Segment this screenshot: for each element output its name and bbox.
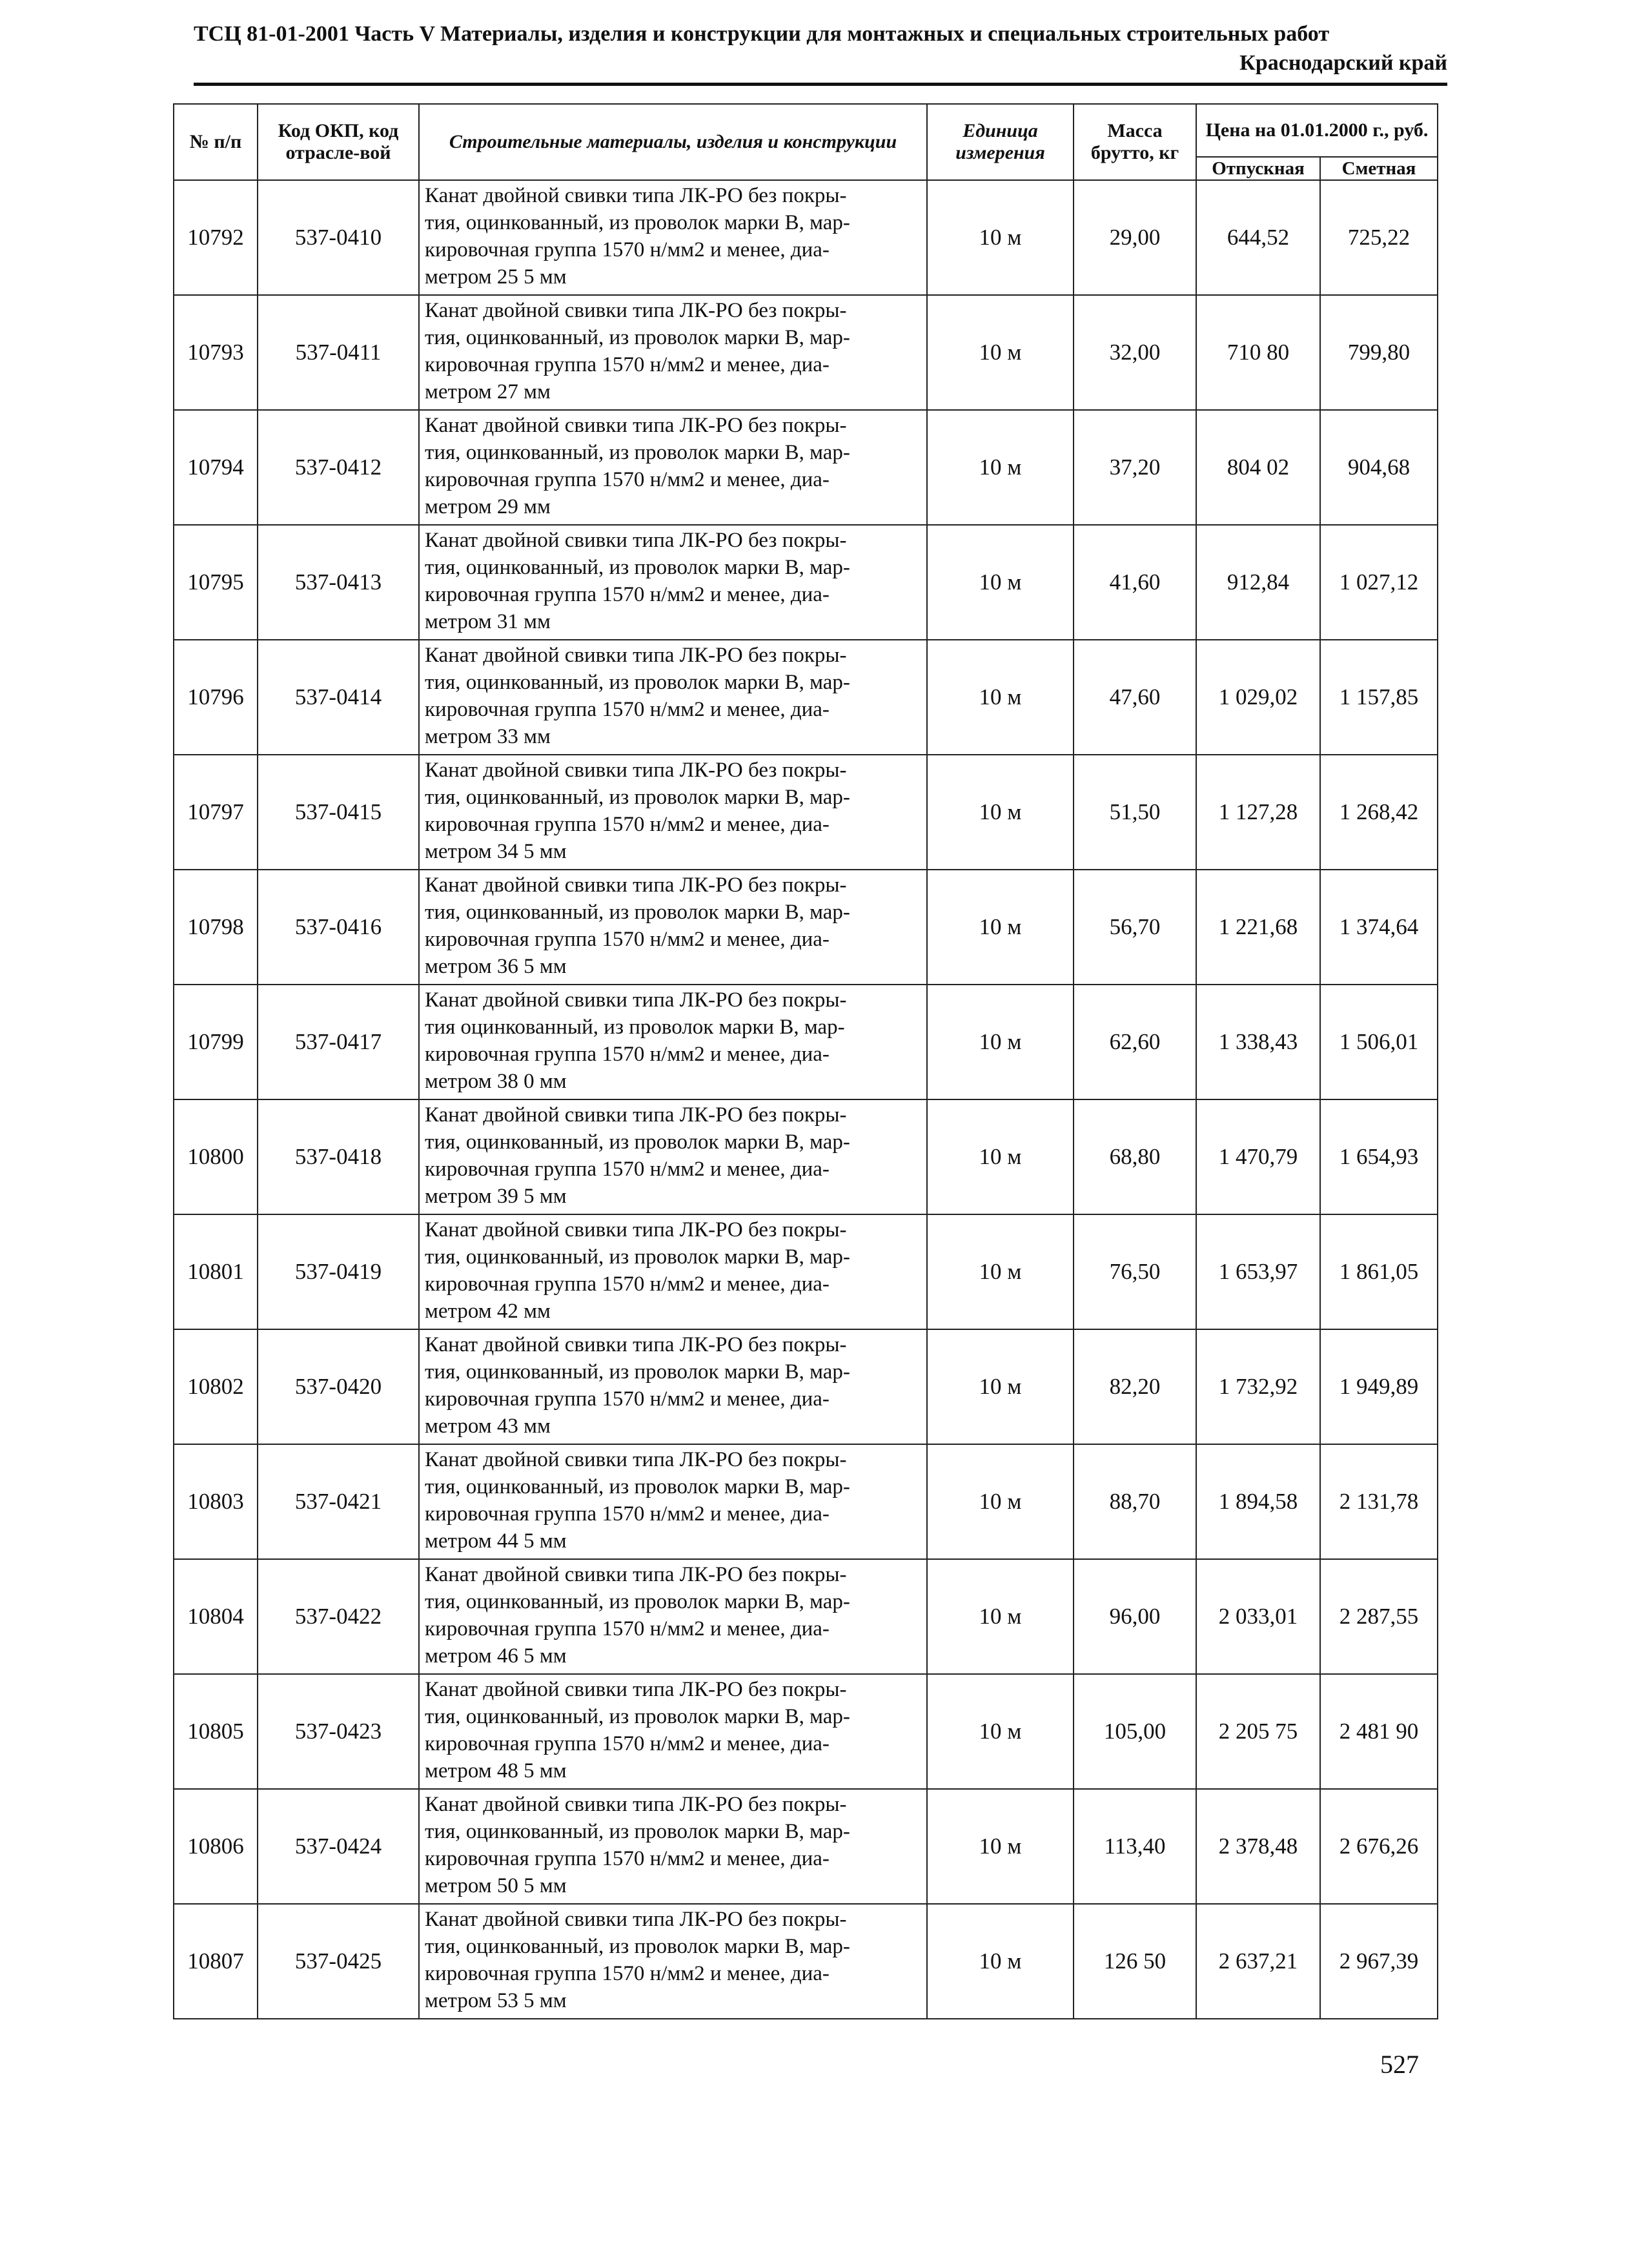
cell-unit: 10 м	[927, 1674, 1074, 1789]
cell-estimate-price: 904,68	[1320, 410, 1438, 525]
cell-release-price: 1 127,28	[1196, 755, 1320, 870]
cell-mass: 37,20	[1074, 410, 1196, 525]
cell-estimate-price: 2 481 90	[1320, 1674, 1438, 1789]
cell-mass: 126 50	[1074, 1904, 1196, 2019]
cell-description: Канат двойной свивки типа ЛК-РО без покры- тия оцинкованный, из проволок марки В, мар- кировочная группа 1570 н/мм2 и менее, диа- метром 38 0 мм	[419, 985, 927, 1099]
cell-unit: 10 м	[927, 1099, 1074, 1214]
table-row	[174, 295, 1438, 410]
cell-estimate-price: 1 861,05	[1320, 1214, 1438, 1329]
cell-mass: 76,50	[1074, 1214, 1196, 1329]
cell-code: 537-0423	[258, 1674, 419, 1789]
cell-estimate-price: 2 676,26	[1320, 1789, 1438, 1904]
cell-unit: 10 м	[927, 1789, 1074, 1904]
cell-description: Канат двойной свивки типа ЛК-РО без покры- тия, оцинкованный, из проволок марки В, мар- кировочная группа 1570 н/мм2 и менее, диа- метром 46 5 мм	[419, 1559, 927, 1674]
table-row	[174, 1904, 1438, 2019]
column-header-release-price: Отпускная	[1196, 157, 1320, 180]
cell-release-price: 912,84	[1196, 525, 1320, 640]
cell-release-price: 1 029,02	[1196, 640, 1320, 755]
column-header-mass: Масса брутто, кг	[1074, 104, 1196, 180]
cell-code: 537-0421	[258, 1444, 419, 1559]
cell-description: Канат двойной свивки типа ЛК-РО без покры- тия, оцинкованный, из проволок марки В, мар- кировочная группа 1570 н/мм2 и менее, диа- метром 31 мм	[419, 525, 927, 640]
cell-release-price: 2 637,21	[1196, 1904, 1320, 2019]
cell-mass: 113,40	[1074, 1789, 1196, 1904]
cell-mass: 56,70	[1074, 870, 1196, 985]
cell-description: Канат двойной свивки типа ЛК-РО без покры- тия, оцинкованный, из проволок марки В, мар- кировочная группа 1570 н/мм2 и менее, диа- метром 53 5 мм	[419, 1904, 927, 2019]
table-row	[174, 985, 1438, 1099]
cell-num: 10807	[174, 1904, 258, 2019]
cell-estimate-price: 1 157,85	[1320, 640, 1438, 755]
cell-num: 10792	[174, 180, 258, 295]
cell-release-price: 1 732,92	[1196, 1329, 1320, 1444]
table-row	[174, 1789, 1438, 1904]
cell-description: Канат двойной свивки типа ЛК-РО без покры- тия, оцинкованный, из проволок марки В, мар- кировочная группа 1570 н/мм2 и менее, диа- метром 50 5 мм	[419, 1789, 927, 1904]
cell-description: Канат двойной свивки типа ЛК-РО без покры- тия, оцинкованный, из проволок марки В, мар- кировочная группа 1570 н/мм2 и менее, диа- метром 48 5 мм	[419, 1674, 927, 1789]
table-row	[174, 640, 1438, 755]
cell-description: Канат двойной свивки типа ЛК-РО без покры- тия, оцинкованный, из проволок марки В, мар- кировочная группа 1570 н/мм2 и менее, диа- метром 36 5 мм	[419, 870, 927, 985]
cell-unit: 10 м	[927, 180, 1074, 295]
cell-release-price: 1 470,79	[1196, 1099, 1320, 1214]
cell-description: Канат двойной свивки типа ЛК-РО без покры- тия, оцинкованный, из проволок марки В, мар- кировочная группа 1570 н/мм2 и менее, диа- метром 44 5 мм	[419, 1444, 927, 1559]
cell-num: 10803	[174, 1444, 258, 1559]
column-header-code: Код ОКП, код отрасле-вой	[258, 104, 419, 180]
cell-code: 537-0416	[258, 870, 419, 985]
table-row	[174, 1559, 1438, 1674]
cell-num: 10804	[174, 1559, 258, 1674]
cell-num: 10795	[174, 525, 258, 640]
cell-num: 10800	[174, 1099, 258, 1214]
cell-unit: 10 м	[927, 410, 1074, 525]
cell-description: Канат двойной свивки типа ЛК-РО без покры- тия, оцинкованный, из проволок марки В, мар- кировочная группа 1570 н/мм2 и менее, диа- метром 34 5 мм	[419, 755, 927, 870]
cell-unit: 10 м	[927, 525, 1074, 640]
cell-num: 10794	[174, 410, 258, 525]
cell-code: 537-0418	[258, 1099, 419, 1214]
cell-unit: 10 м	[927, 295, 1074, 410]
region-name: Краснодарский край	[1239, 51, 1447, 75]
cell-release-price: 1 653,97	[1196, 1214, 1320, 1329]
cell-num: 10805	[174, 1674, 258, 1789]
cell-mass: 51,50	[1074, 755, 1196, 870]
column-header-price-group: Цена на 01.01.2000 г., руб.	[1196, 104, 1438, 157]
cell-unit: 10 м	[927, 870, 1074, 985]
cell-unit: 10 м	[927, 755, 1074, 870]
cell-unit: 10 м	[927, 640, 1074, 755]
cell-release-price: 1 894,58	[1196, 1444, 1320, 1559]
page-header	[194, 19, 1447, 86]
column-header-num: № п/п	[174, 104, 258, 180]
cell-num: 10806	[174, 1789, 258, 1904]
cell-code: 537-0417	[258, 985, 419, 1099]
column-header-name: Строительные материалы, изделия и конструкции	[419, 104, 927, 180]
cell-description: Канат двойной свивки типа ЛК-РО без покры- тия, оцинкованный, из проволок марки В, мар- кировочная группа 1570 н/мм2 и менее, диа- метром 39 5 мм	[419, 1099, 927, 1214]
cell-estimate-price: 1 654,93	[1320, 1099, 1438, 1214]
cell-mass: 32,00	[1074, 295, 1196, 410]
cell-release-price: 2 378,48	[1196, 1789, 1320, 1904]
cell-estimate-price: 2 131,78	[1320, 1444, 1438, 1559]
cell-release-price: 2 033,01	[1196, 1559, 1320, 1674]
table-row	[174, 870, 1438, 985]
cell-description: Канат двойной свивки типа ЛК-РО без покры- тия, оцинкованный, из проволок марки В, мар- кировочная группа 1570 н/мм2 и менее, диа- метром 27 мм	[419, 295, 927, 410]
cell-mass: 88,70	[1074, 1444, 1196, 1559]
cell-mass: 41,60	[1074, 525, 1196, 640]
cell-release-price: 710 80	[1196, 295, 1320, 410]
table-row	[174, 1674, 1438, 1789]
cell-release-price: 644,52	[1196, 180, 1320, 295]
table-body	[174, 180, 1438, 2019]
table-row	[174, 1444, 1438, 1559]
table-row	[174, 755, 1438, 870]
cell-unit: 10 м	[927, 1559, 1074, 1674]
cell-unit: 10 м	[927, 985, 1074, 1099]
cell-code: 537-0414	[258, 640, 419, 755]
cell-mass: 82,20	[1074, 1329, 1196, 1444]
cell-release-price: 1 221,68	[1196, 870, 1320, 985]
cell-mass: 47,60	[1074, 640, 1196, 755]
column-header-estimate-price: Сметная	[1320, 157, 1438, 180]
cell-code: 537-0413	[258, 525, 419, 640]
cell-mass: 29,00	[1074, 180, 1196, 295]
cell-unit: 10 м	[927, 1444, 1074, 1559]
cell-estimate-price: 1 027,12	[1320, 525, 1438, 640]
cell-code: 537-0425	[258, 1904, 419, 2019]
table-row	[174, 1214, 1438, 1329]
cell-release-price: 1 338,43	[1196, 985, 1320, 1099]
document-title: ТСЦ 81-01-2001 Часть V Материалы, изделия и конструкции для монтажных и специальных строительных работ	[194, 22, 1330, 46]
cell-num: 10797	[174, 755, 258, 870]
cell-num: 10801	[174, 1214, 258, 1329]
table-row	[174, 525, 1438, 640]
cell-release-price: 2 205 75	[1196, 1674, 1320, 1789]
cell-estimate-price: 1 506,01	[1320, 985, 1438, 1099]
cell-num: 10796	[174, 640, 258, 755]
table-row	[174, 180, 1438, 295]
cell-code: 537-0420	[258, 1329, 419, 1444]
cell-mass: 68,80	[1074, 1099, 1196, 1214]
cell-description: Канат двойной свивки типа ЛК-РО без покры- тия, оцинкованный, из проволок марки В, мар- кировочная группа 1570 н/мм2 и менее, диа- метром 33 мм	[419, 640, 927, 755]
cell-code: 537-0422	[258, 1559, 419, 1674]
cell-code: 537-0415	[258, 755, 419, 870]
cell-description: Канат двойной свивки типа ЛК-РО без покры- тия, оцинкованный, из проволок марки В, мар- кировочная группа 1570 н/мм2 и менее, диа- метром 25 5 мм	[419, 180, 927, 295]
table-row	[174, 1329, 1438, 1444]
cell-unit: 10 м	[927, 1329, 1074, 1444]
cell-num: 10798	[174, 870, 258, 985]
cell-estimate-price: 1 949,89	[1320, 1329, 1438, 1444]
cell-code: 537-0412	[258, 410, 419, 525]
cell-description: Канат двойной свивки типа ЛК-РО без покры- тия, оцинкованный, из проволок марки В, мар- кировочная группа 1570 н/мм2 и менее, диа- метром 43 мм	[419, 1329, 927, 1444]
cell-description: Канат двойной свивки типа ЛК-РО без покры- тия, оцинкованный, из проволок марки В, мар- кировочная группа 1570 н/мм2 и менее, диа- метром 29 мм	[419, 410, 927, 525]
cell-code: 537-0424	[258, 1789, 419, 1904]
cell-num: 10802	[174, 1329, 258, 1444]
cell-num: 10793	[174, 295, 258, 410]
cell-estimate-price: 799,80	[1320, 295, 1438, 410]
cell-code: 537-0419	[258, 1214, 419, 1329]
cell-estimate-price: 1 268,42	[1320, 755, 1438, 870]
price-table	[173, 103, 1438, 2019]
column-header-unit: Единица измерения	[927, 104, 1074, 180]
table-row	[174, 410, 1438, 525]
cell-unit: 10 м	[927, 1904, 1074, 2019]
cell-estimate-price: 2 967,39	[1320, 1904, 1438, 2019]
cell-release-price: 804 02	[1196, 410, 1320, 525]
cell-unit: 10 м	[927, 1214, 1074, 1329]
cell-code: 537-0411	[258, 295, 419, 410]
cell-description: Канат двойной свивки типа ЛК-РО без покры- тия, оцинкованный, из проволок марки В, мар- кировочная группа 1570 н/мм2 и менее, диа- метром 42 мм	[419, 1214, 927, 1329]
cell-estimate-price: 725,22	[1320, 180, 1438, 295]
cell-mass: 62,60	[1074, 985, 1196, 1099]
page-number: 527	[1380, 2050, 1419, 2079]
cell-estimate-price: 2 287,55	[1320, 1559, 1438, 1674]
table-row	[174, 1099, 1438, 1214]
cell-estimate-price: 1 374,64	[1320, 870, 1438, 985]
cell-num: 10799	[174, 985, 258, 1099]
cell-mass: 96,00	[1074, 1559, 1196, 1674]
cell-mass: 105,00	[1074, 1674, 1196, 1789]
cell-code: 537-0410	[258, 180, 419, 295]
